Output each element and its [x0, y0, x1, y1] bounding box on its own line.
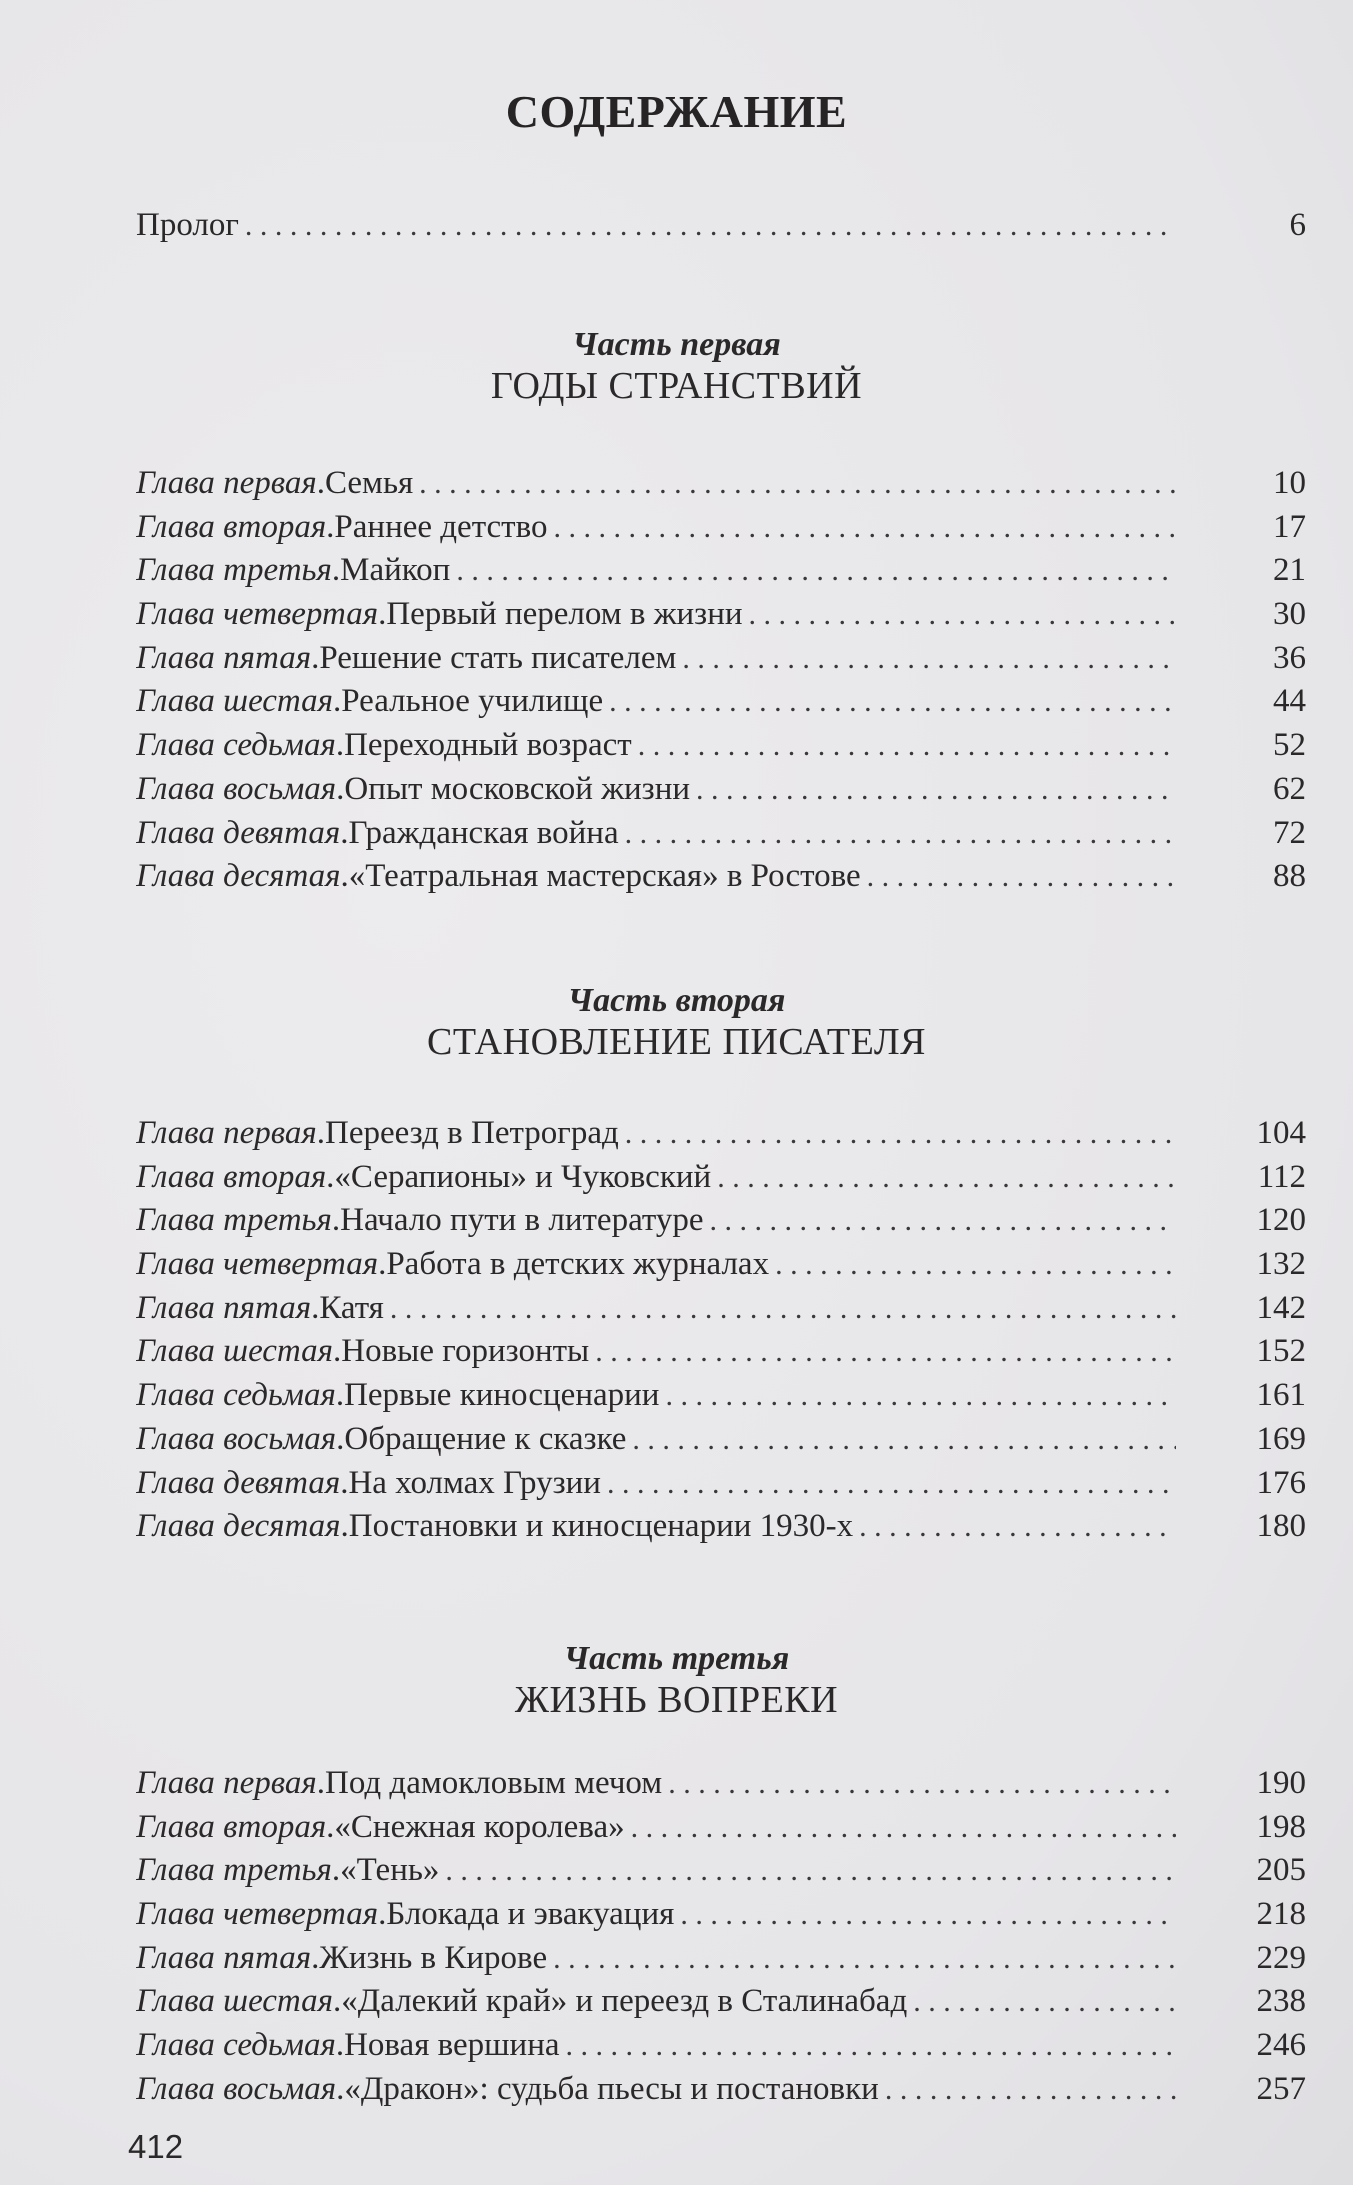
dot-leader	[859, 1505, 1176, 1549]
separator: .	[378, 1896, 387, 1933]
toc-entry[interactable]	[136, 1762, 1306, 1806]
toc-entry[interactable]	[136, 1462, 1306, 1506]
chapter-number: Глава десятая	[136, 858, 341, 895]
dot-leader	[390, 1287, 1176, 1331]
dot-leader	[595, 1330, 1176, 1374]
chapter-title: «Далекий край» и переезд в Сталинабад	[341, 1983, 908, 2020]
part-heading-1	[0, 326, 1353, 408]
toc-entry[interactable]	[136, 506, 1306, 550]
part-heading-2	[0, 982, 1353, 1064]
page-number: 169	[1256, 1420, 1306, 1457]
separator: .	[311, 639, 320, 676]
chapter-number: Глава первая	[136, 1765, 317, 1801]
separator: .	[335, 1377, 345, 1414]
chapter-number: Глава десятая	[136, 1508, 341, 1545]
page-number: 112	[1257, 1158, 1306, 1195]
toc-entry[interactable]	[136, 1937, 1306, 1981]
toc-entry[interactable]	[136, 812, 1306, 856]
page-number: 10	[1273, 465, 1306, 501]
chapter-title: Жизнь в Кирове	[319, 1939, 548, 1976]
dot-leader	[553, 1937, 1176, 1981]
separator: .	[340, 858, 349, 895]
page-number: 205	[1256, 1852, 1306, 1889]
toc-entry[interactable]	[136, 1849, 1306, 1893]
chapter-number: Глава вторая	[136, 508, 327, 545]
part-title: ГОДЫ СТРАНСТВИЙ	[490, 365, 863, 407]
chapter-title: Опыт московской жизни	[344, 770, 691, 807]
toc-entry[interactable]	[136, 1112, 1306, 1156]
dot-leader	[566, 2024, 1176, 2068]
separator: .	[311, 1939, 320, 1976]
chapter-title: Гражданская война	[348, 814, 619, 851]
page-number: 152	[1256, 1333, 1306, 1370]
dot-leader	[553, 506, 1176, 550]
chapter-number: Глава восьмая	[136, 770, 337, 807]
page-number: 52	[1273, 727, 1306, 764]
entry-label	[136, 204, 1226, 248]
toc-entry[interactable]	[136, 1287, 1306, 1331]
separator: .	[378, 1246, 387, 1283]
part-label: Часть третья	[563, 1640, 790, 1677]
dot-leader	[245, 204, 1176, 248]
part-label: Часть вторая	[567, 982, 786, 1019]
part-label: Часть первая	[572, 326, 781, 363]
chapter-list-part-1	[136, 462, 1306, 899]
page-title: СОДЕРЖАНИЕ	[505, 86, 848, 137]
page-number: 238	[1256, 1983, 1306, 2020]
chapter-title: Блокада и эвакуация	[386, 1896, 675, 1933]
toc-entry-prolog[interactable]	[136, 204, 1306, 248]
dot-leader	[631, 1806, 1176, 1850]
chapter-number: Глава восьмая	[136, 1420, 337, 1457]
toc-entry[interactable]	[136, 855, 1306, 899]
chapter-number: Глава седьмая	[136, 1377, 336, 1414]
page-number: 88	[1273, 858, 1306, 895]
chapter-number: Глава пятая	[136, 1289, 312, 1326]
page-number: 104	[1256, 1115, 1306, 1151]
chapter-title: Постановки и киносценарии 1930-х	[348, 1508, 854, 1545]
dot-leader	[638, 724, 1176, 768]
page-folio-number: 412	[128, 2128, 184, 2165]
chapter-number: Глава третья	[136, 1852, 332, 1889]
dot-leader	[775, 1243, 1176, 1287]
toc-entry[interactable]	[136, 1806, 1306, 1850]
toc-entry[interactable]	[136, 768, 1306, 812]
chapter-title: Майкоп	[340, 552, 451, 589]
chapter-list-part-3	[136, 1762, 1306, 2112]
page-number: 44	[1273, 683, 1306, 720]
toc-entry[interactable]	[136, 637, 1306, 681]
page-number: 218	[1256, 1896, 1306, 1933]
chapter-title: «Дракон»: судьба пьесы и постановки	[344, 2070, 879, 2107]
toc-entry[interactable]	[136, 1243, 1306, 1287]
separator: .	[326, 1158, 335, 1195]
toc-entry[interactable]	[136, 1505, 1306, 1549]
chapter-number: Глава первая	[136, 465, 317, 501]
page-number: 17	[1273, 508, 1306, 545]
chapter-title: Под дамокловым мечом	[325, 1765, 663, 1801]
separator: .	[333, 683, 342, 720]
chapter-number: Глава четвертая	[136, 596, 379, 633]
separator: .	[331, 552, 341, 589]
page-number: 229	[1256, 1939, 1306, 1976]
chapter-title: Реальное училище	[341, 683, 604, 720]
toc-entry[interactable]	[136, 1418, 1306, 1462]
chapter-number: Глава шестая	[136, 1333, 334, 1370]
separator: .	[336, 770, 345, 807]
dot-leader	[710, 1199, 1177, 1243]
toc-entry[interactable]	[136, 724, 1306, 768]
dot-leader	[717, 1156, 1176, 1200]
dot-leader	[609, 680, 1176, 724]
chapter-number: Глава восьмая	[136, 2070, 337, 2107]
dot-leader	[632, 1418, 1176, 1462]
chapter-number: Глава вторая	[136, 1808, 327, 1845]
dot-leader	[867, 855, 1176, 899]
chapter-number: Глава пятая	[136, 639, 312, 676]
chapter-title: Переезд в Петроград	[325, 1115, 619, 1151]
separator: .	[336, 2070, 345, 2107]
toc-entry[interactable]	[136, 680, 1306, 724]
toc-entry[interactable]	[136, 1374, 1306, 1418]
page-number: 36	[1273, 639, 1306, 676]
chapter-title: Переходный возраст	[344, 727, 632, 764]
chapter-title: «Снежная королева»	[334, 1808, 625, 1845]
chapter-title: Первый перелом в жизни	[386, 596, 743, 633]
toc-entry[interactable]	[136, 1199, 1306, 1243]
page-number: 142	[1256, 1289, 1306, 1326]
separator: .	[331, 1202, 341, 1239]
separator: .	[336, 1420, 345, 1457]
chapter-title: Начало пути в литературе	[340, 1202, 704, 1239]
separator: .	[340, 814, 349, 851]
page-number: 176	[1256, 1464, 1306, 1501]
part-title: СТАНОВЛЕНИЕ ПИСАТЕЛЯ	[427, 1021, 926, 1063]
dot-leader	[419, 462, 1176, 506]
page-number: 132	[1256, 1246, 1306, 1283]
toc-entry[interactable]	[136, 2068, 1306, 2112]
chapter-title: Новые горизонты	[341, 1333, 590, 1370]
dot-leader	[913, 1980, 1176, 2024]
page-number: 6	[1289, 207, 1306, 243]
page-number: 190	[1256, 1765, 1306, 1801]
dot-leader	[456, 549, 1176, 593]
page-number: 180	[1256, 1508, 1306, 1545]
page-number: 72	[1273, 814, 1306, 851]
toc-entry[interactable]	[136, 1156, 1306, 1200]
chapter-title: Работа в детских журналах	[386, 1246, 770, 1283]
entry-title: Пролог	[136, 207, 239, 243]
page-number: 246	[1256, 2027, 1306, 2064]
chapter-number: Глава седьмая	[136, 727, 336, 764]
chapter-title: Катя	[319, 1289, 384, 1326]
separator: .	[333, 1983, 342, 2020]
chapter-list-part-2	[136, 1112, 1306, 1549]
chapter-title: «Театральная мастерская» в Ростове	[348, 858, 861, 895]
separator: .	[340, 1464, 349, 1501]
chapter-number: Глава третья	[136, 1202, 332, 1239]
page-number: 198	[1256, 1808, 1306, 1845]
dot-leader	[668, 1762, 1176, 1806]
separator: .	[378, 596, 387, 633]
chapter-title: «Серапионы» и Чуковский	[334, 1158, 712, 1195]
separator: .	[326, 508, 335, 545]
chapter-title: Первые киносценарии	[344, 1377, 660, 1414]
separator: .	[335, 727, 345, 764]
page-number: 161	[1256, 1377, 1306, 1414]
page-number: 257	[1256, 2070, 1306, 2107]
dot-leader	[665, 1374, 1176, 1418]
chapter-number: Глава пятая	[136, 1939, 312, 1976]
chapter-title: На холмах Грузии	[348, 1464, 601, 1501]
dot-leader	[682, 637, 1176, 681]
chapter-number: Глава шестая	[136, 1983, 334, 2020]
toc-entry[interactable]	[136, 593, 1306, 637]
chapter-number: Глава четвертая	[136, 1896, 379, 1933]
chapter-number: Глава шестая	[136, 683, 334, 720]
separator: .	[311, 1289, 320, 1326]
toc-entry[interactable]	[136, 1980, 1306, 2024]
toc-entry[interactable]	[136, 1893, 1306, 1937]
chapter-title: Раннее детство	[334, 508, 548, 545]
dot-leader	[445, 1849, 1176, 1893]
separator: .	[340, 1508, 349, 1545]
chapter-number: Глава девятая	[136, 1464, 341, 1501]
separator: .	[316, 465, 325, 501]
page-number: 30	[1273, 596, 1306, 633]
chapter-title: Семья	[325, 465, 414, 501]
chapter-title: Обращение к сказке	[344, 1420, 627, 1457]
toc-entry[interactable]	[136, 462, 1306, 506]
chapter-number: Глава третья	[136, 552, 332, 589]
chapter-title: Решение стать писателем	[319, 639, 677, 676]
chapter-title: «Тень»	[340, 1852, 440, 1889]
chapter-title: Новая вершина	[344, 2027, 560, 2064]
part-heading-3	[0, 1640, 1353, 1722]
separator: .	[316, 1115, 325, 1151]
chapter-number: Глава девятая	[136, 814, 341, 851]
chapter-number: Глава седьмая	[136, 2027, 336, 2064]
page-number: 120	[1256, 1202, 1306, 1239]
toc-entry[interactable]	[136, 1330, 1306, 1374]
dot-leader	[749, 593, 1176, 637]
dot-leader	[625, 812, 1176, 856]
dot-leader	[680, 1893, 1176, 1937]
toc-entry[interactable]	[136, 549, 1306, 593]
separator: .	[326, 1808, 335, 1845]
page-number: 21	[1273, 552, 1306, 589]
dot-leader	[625, 1112, 1176, 1156]
separator: .	[333, 1333, 342, 1370]
separator: .	[331, 1852, 341, 1889]
chapter-number: Глава вторая	[136, 1158, 327, 1195]
chapter-number: Глава первая	[136, 1115, 317, 1151]
separator: .	[335, 2027, 345, 2064]
toc-entry[interactable]	[136, 2024, 1306, 2068]
dot-leader	[885, 2068, 1176, 2112]
separator: .	[316, 1765, 325, 1801]
dot-leader	[696, 768, 1176, 812]
part-title: ЖИЗНЬ ВОПРЕКИ	[514, 1679, 839, 1721]
dot-leader	[607, 1462, 1176, 1506]
page-number: 62	[1273, 770, 1306, 807]
chapter-number: Глава четвертая	[136, 1246, 379, 1283]
